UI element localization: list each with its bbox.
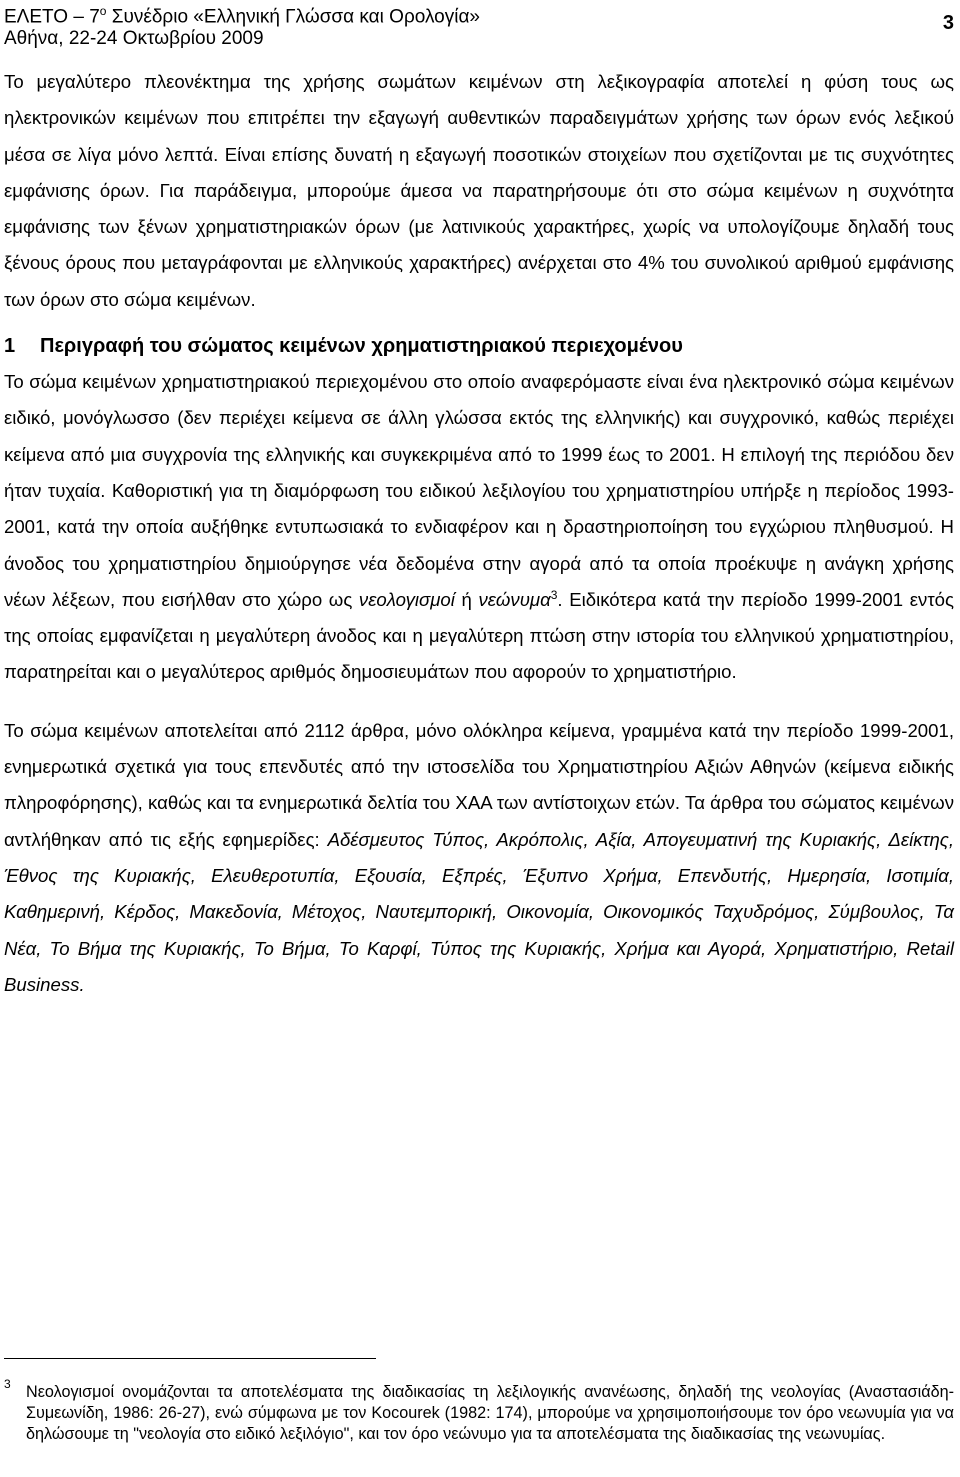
paragraph-corpus-description	[4, 364, 954, 691]
paragraph-spacer	[4, 691, 954, 713]
ordinal-superscript: ο	[99, 4, 107, 18]
conference-location-date: Αθήνα, 22-24 Οκτωβρίου 2009	[4, 28, 264, 50]
footnote	[4, 1374, 954, 1445]
conference-title-prefix: ΕΛΕΤΟ – 7	[4, 6, 100, 28]
footnote-text: Νεολογισμοί ονομάζονται τα αποτελέσματα της διαδικασίας τη λεξιλογικής ανανέωσης, δηλαδή της νεολογίας (Αναστασιάδη-Συμεωνίδη, 1986: 26-27), ενώ σύμφωνα με τον Kocourek (1982: 174), μπορούμε να χρησιμοποιήσουμε τον όρο νεωνυμία για να δηλώσουμε τη "νεολογία στο ειδικό λεξιλόγιο", και τον όρο νεώνυμο για τα αποτελέσματα της διαδικασίας της νεωνυμίας.	[26, 1383, 954, 1443]
italic-term-neonyms: νεώνυμα	[478, 588, 551, 610]
conference-title-suffix: Συνέδριο «Ελληνική Γλώσσα και Ορολογία»	[106, 6, 481, 28]
section-title: Περιγραφή του σώματος κειμένων χρηματιστηριακού περιεχομένου	[40, 335, 683, 358]
footnote-reference[interactable]: 3	[550, 587, 558, 602]
page-header	[4, 0, 954, 52]
section-number: 1	[4, 335, 16, 358]
newspaper-list: Αδέσμευτος Τύπος, Ακρόπολις, Αξία, Απογευματινή της Κυριακής, Δείκτης, Έθνος της Κυριακής, Ελευθεροτυπία, Εξουσία, Εξπρές, Έξυπνο Χρήμα, Επενδυτής, Ημερησία, Ισοτιμία, Καθημερινή, Κέρδος, Μακεδονία, Μέτοχος, Ναυτεμπορική, Οικονομία, Οικονομικός Ταχυδρόμος, Σύμβουλος, Τα Νέα, Το Βήμα της Κυριακής, Το Βήμα, Το Καρφί, Τύπος της Κυριακής, Χρήμα και Αγορά, Χρηματιστήριο, Retail Business.	[4, 828, 954, 995]
italic-term-neologisms: νεολογισμοί	[358, 588, 455, 610]
paragraph-text: ή	[454, 588, 479, 610]
document-body	[4, 64, 954, 1003]
footnote-separator	[4, 1358, 376, 1359]
paragraph-intro: Το μεγαλύτερο πλεονέκτημα της χρήσης σωμάτων κειμένων στη λεξικογραφία αποτελεί η φύση τους ως ηλεκτρονικών κειμένων που επιτρέπει την εξαγωγή αυθεντικών παραδειγμάτων χρήσης των όρων ενός λεξικού μέσα σε λίγα μόνο λεπτά. Είναι επίσης δυνατή η εξαγωγή ποσοτικών στοιχείων που σχετίζονται με τις συχνότητες εμφάνισης όρων. Για παράδειγμα, μπορούμε άμεσα να παρατηρήσουμε ότι στο σώμα κειμένων η συχνότητα εμφάνισης των ξένων χρηματιστηριακών όρων (με λατινικούς χαρακτήρες, χωρίς να υπολογίζουμε δηλαδή τους ξένους όρους που μεταγράφονται με ελληνικούς χαρακτήρες) ανέρχεται στο 4% του συνολικού αριθμού εμφάνισης των όρων στο σώμα κειμένων.	[4, 71, 954, 310]
footnote-mark: 3	[4, 1377, 11, 1391]
conference-title	[4, 0, 954, 28]
paragraph-text: . Ειδικότερα κατά την περίοδο 1999-2001 εντός της οποίας εμφανίζεται η μεγαλύτερη άνοδος και η μεγαλύτερη πτώση στην ιστορία του ελληνικού χρηματιστηρίου, παρατηρείται και ο μεγαλύτερος αριθμός δημοσιευμάτων που αφορούν το χρηματιστήριο.	[4, 588, 954, 683]
paragraph-text: Το σώμα κειμένων χρηματιστηριακού περιεχομένου στο οποίο αναφερόμαστε είναι ένα ηλεκτρονικό σώμα κειμένων ειδικό, μονόγλωσσο (δεν περιέχει κείμενα σε άλλη γλώσσα εκτός της ελληνικής) και συγχρονικό, καθώς περιέχει κείμενα από μια συγχρονία της ελληνικής και συγκεκριμένα από το 1999 έως το 2001. Η επιλογή της περιόδου δεν ήταν τυχαία. Καθοριστική για τη διαμόρφωση του ειδικού λεξιλογίου του χρηματιστηρίου υπήρξε η περίοδος 1993-2001, κατά την οποία αυξήθηκε εντυπωσιακά το ενδιαφέρον και η δραστηριοποίηση του εγχώριου πληθυσμού. Η άνοδος του χρηματιστηρίου δημιούργησε νέα δεδομένα στην αγορά από τα οποία προέκυψε η ανάγκη χρήσης νέων λέξεων, που εισήλθαν στο χώρο ως	[4, 371, 954, 610]
section-heading	[4, 328, 954, 364]
paragraph-text: Το σώμα κειμένων αποτελείται από 2112 άρθρα, μόνο ολόκληρα κείμενα, γραμμένα κατά την περίοδο 1999-2001, ενημερωτικά σχετικά για τους επενδυτές από την ιστοσελίδα του Χρηματιστηρίου Αξιών Αθηνών (κείμενα ειδικής πληροφόρησης), καθώς και τα ενημερωτικά δελτία του ΧΑΑ των αντίστοιχων ετών. Τα άρθρα του σώματος κειμένων αντλήθηκαν από τις εξής εφημερίδες:	[4, 719, 954, 850]
footnote-body	[26, 1374, 954, 1445]
page-number: 3	[942, 12, 954, 34]
paragraph-corpus-sources	[4, 713, 954, 1003]
